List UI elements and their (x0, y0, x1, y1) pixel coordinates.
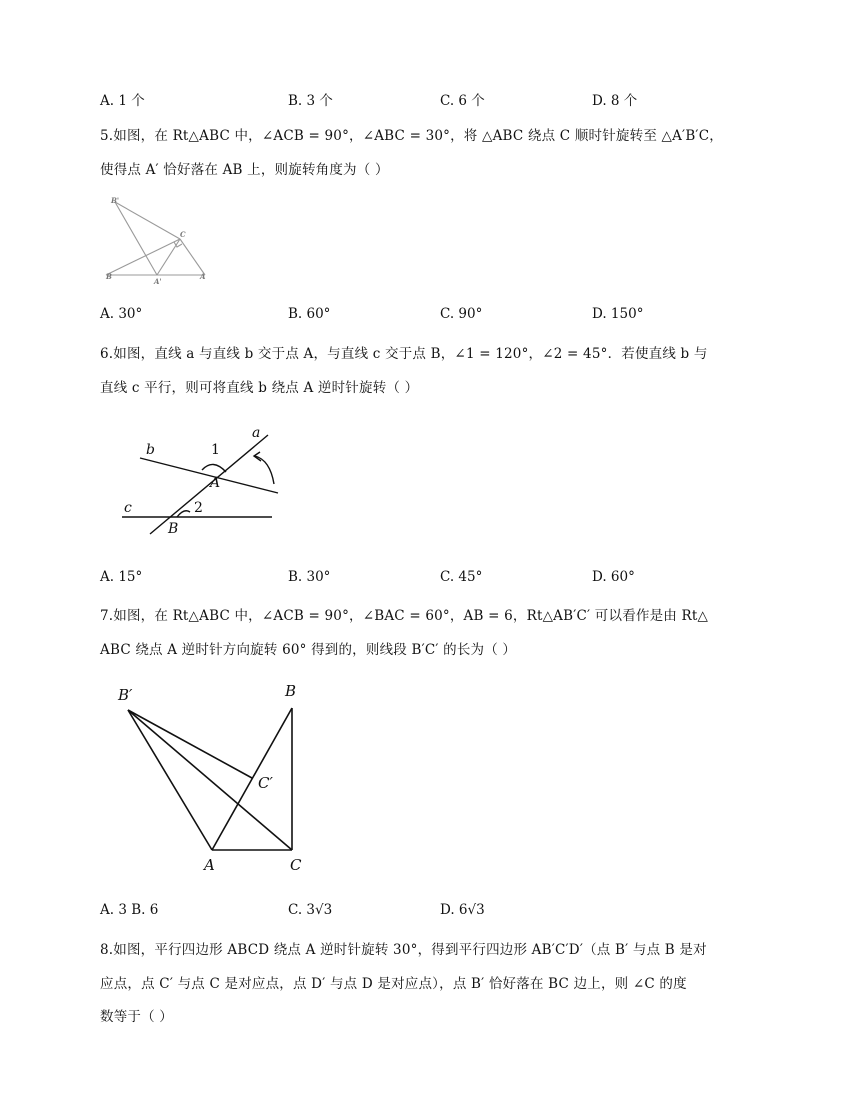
q5-option-a: A. 30° (100, 306, 143, 322)
q5-text-line1: 5.如图，在 Rt△ABC 中，∠ACB = 90°，∠ABC = 30°，将 △ABC 绕点 C 顺时针旋转至 △A′B′C， (100, 128, 723, 144)
q5-figure (100, 193, 215, 285)
q4-option-d: D. 8 个 (592, 93, 638, 109)
q5-option-b: B. 60° (288, 306, 331, 322)
q6-text-line1: 6.如图，直线 a 与直线 b 交于点 A，与直线 c 交于点 B，∠1 = 120°，∠2 = 45°．若使直线 b 与 (100, 346, 708, 362)
q7-label-b: B (285, 682, 297, 700)
q7-text-line2: ABC 绕点 A 逆时针方向旋转 60° 得到的，则线段 B′C′ 的长为（ ） (100, 642, 517, 658)
q7-option-c: C. 3√3 (288, 902, 333, 918)
q6-text-line2: 直线 c 平行，则可将直线 b 绕点 A 逆时针旋转（ ） (100, 380, 419, 396)
q8-text-line1: 8.如图，平行四边形 ABCD 绕点 A 逆时针旋转 30°，得到平行四边形 AB′C′D′（点 B′ 与点 B 是对 (100, 942, 707, 958)
q4-option-a: A. 1 个 (100, 93, 145, 109)
q5-label-a: A (200, 272, 206, 281)
q5-text-line2: 使得点 A′ 恰好落在 AB 上，则旋转角度为（ ） (100, 162, 389, 178)
q6-label-a-line: a (252, 425, 261, 441)
q5-options (100, 306, 760, 326)
q7-option-d: D. 6√3 (440, 902, 485, 918)
q7-label-a: A (204, 856, 215, 874)
q8-text-line3: 数等于（ ） (100, 1009, 173, 1025)
q6-label-angle2: 2 (194, 500, 203, 516)
q7-label-bprime: B′ (118, 686, 133, 704)
q5-label-b: B (106, 272, 112, 281)
q8-text-line2: 应点，点 C′ 与点 C 是对应点，点 D′ 与点 D 是对应点），点 B′ 恰好落在 BC 边上，则 ∠C 的度 (100, 976, 687, 992)
q6-label-point-b: B (168, 521, 179, 537)
q6-figure (110, 420, 290, 542)
q5-option-c: C. 90° (440, 306, 483, 322)
q4-option-b: B. 3 个 (288, 93, 333, 109)
q7-options (100, 902, 760, 922)
q6-option-c: C. 45° (440, 569, 483, 585)
q6-option-b: B. 30° (288, 569, 331, 585)
q7-text-line1: 7.如图，在 Rt△ABC 中，∠ACB = 90°，∠BAC = 60°，AB = 6，Rt△AB′C′ 可以看作是由 Rt△ (100, 608, 709, 624)
q4-options (100, 89, 760, 109)
q6-label-c-line: c (124, 500, 132, 516)
q6-options (100, 569, 760, 589)
q6-label-point-a: A (210, 475, 221, 491)
q7-label-cprime: C′ (258, 774, 273, 792)
q4-option-c: C. 6 个 (440, 93, 485, 109)
q5-label-aprime: A' (154, 277, 162, 285)
q6-label-b-line: b (146, 442, 155, 458)
q5-label-c: C (180, 230, 186, 239)
q7-label-c: C (290, 856, 302, 874)
q6-option-d: D. 60° (592, 569, 635, 585)
q6-label-angle1: 1 (211, 442, 220, 458)
q7-option-ab: A. 3 B. 6 (100, 902, 159, 918)
q6-option-a: A. 15° (100, 569, 143, 585)
q5-option-d: D. 150° (592, 306, 644, 322)
q5-label-bprime: B' (111, 196, 120, 205)
q7-figure (110, 678, 320, 878)
